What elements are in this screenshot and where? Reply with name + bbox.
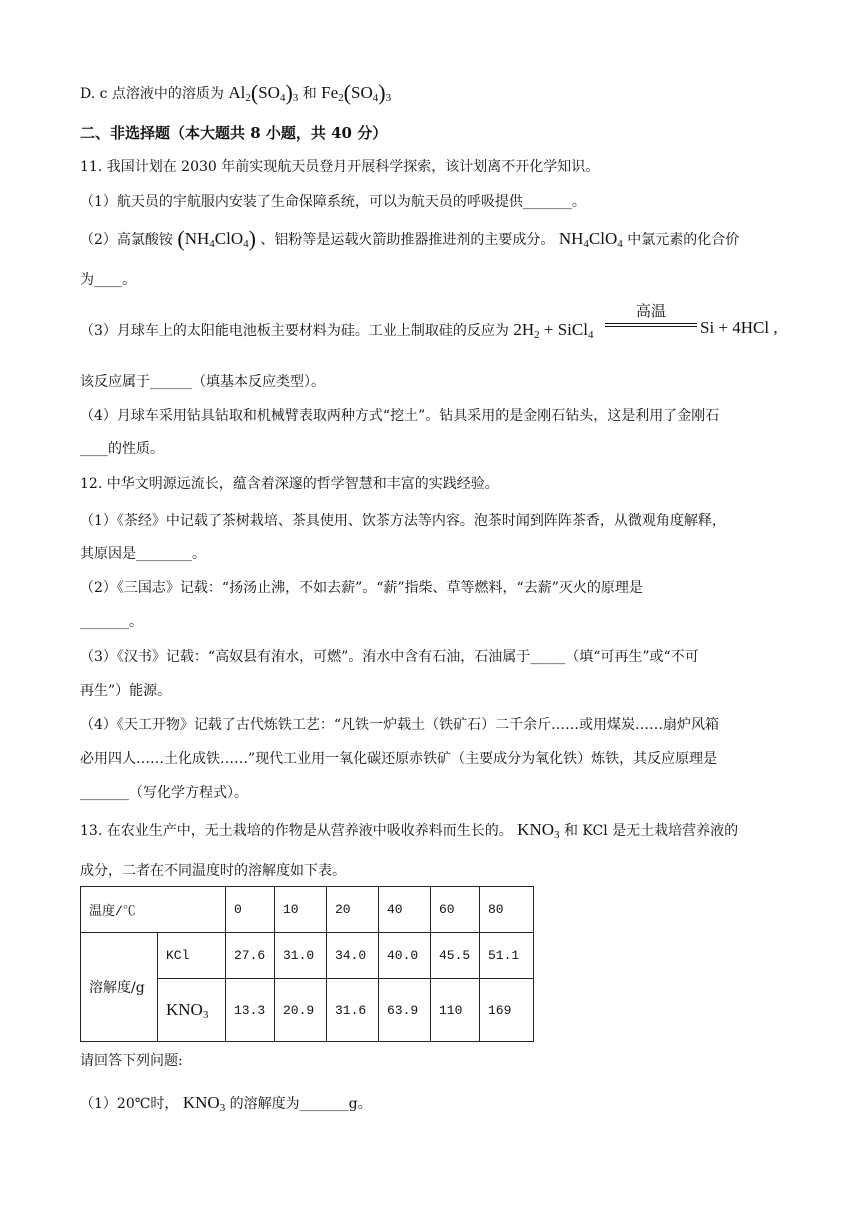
q12-part3: （3）《汉书》记载：“高奴县有洧水，可燃”。洧水中含有石油，石油属于_____（填“可再生”或“不可 — [80, 649, 699, 665]
q13-part1-b: 的溶解度为_______g。 — [229, 1096, 372, 1112]
option-d-text: D. c 点溶液中的溶质为 — [80, 86, 224, 102]
table-row — [81, 887, 534, 933]
table-cell: 40.0 — [379, 933, 431, 979]
kno3-label: $KNO_3$ — [158, 979, 226, 1042]
q11-part3-a: （3）月球车上的太阳能电池板主要材料为硅。工业上制取硅的反应为 — [80, 323, 509, 339]
formula-nh4clo4: $NH_4ClO_4$ — [558, 229, 623, 250]
q13-ask: 请回答下列问题: — [80, 1053, 183, 1069]
table-cell: 10 — [275, 887, 327, 933]
q11-part3-end: 该反应属于______（填基本反应类型）。 — [80, 374, 325, 390]
table-row — [81, 933, 534, 979]
table-cell: 60 — [431, 887, 480, 933]
q11-part2 — [80, 226, 739, 252]
formula-products: Si + 4HCl , — [700, 318, 778, 337]
condition-high-temp: 高温 — [635, 302, 666, 320]
formula-reactants: $2H_2$ + SiCl$_4$ — [513, 320, 594, 341]
table-cell: 169 — [480, 979, 534, 1042]
q13-stem-a: 13. 在农业生产中，无土栽培的作物是从营养液中吸收养料而生长的。 — [80, 823, 513, 839]
table-cell: 80 — [480, 887, 534, 933]
q11-part4-end: ____的性质。 — [80, 441, 164, 457]
temp-header: 温度/℃ — [81, 887, 226, 933]
table-cell: 20.9 — [275, 979, 327, 1042]
table-cell: 63.9 — [379, 979, 431, 1042]
q12-part1: （1）《茶经》中记载了茶树栽培、茶具使用、饮茶方法等内容。泡茶时闻到阵阵茶香，从微观角度解释， — [80, 513, 726, 529]
formula-al2so43: $Al_2(SO_4)_3$ — [228, 80, 299, 105]
q11-part1: （1）航天员的宇航服内安装了生命保障系统，可以为航天员的呼吸提供_______。 — [80, 194, 586, 210]
q12-part3-end: 再生”）能源。 — [80, 683, 172, 699]
q11-part2-b: 、铝粉等是运载火箭助推器推进剂的主要成分。 — [260, 232, 555, 248]
q12-part4: （4）《天工开物》记载了古代炼铁工艺：“凡铁一炉载土（铁矿石）二千余斤……或用煤炭……扇炉风箱 — [80, 717, 720, 733]
formula-kno3-q1: $KNO_3$ — [182, 1093, 226, 1114]
q13-part1 — [80, 1093, 372, 1114]
q11-part2-a: （2）高氯酸铵 — [80, 232, 173, 248]
q13-stem-end: 成分，二者在不同温度时的溶解度如下表。 — [80, 863, 346, 879]
section-heading: 二、非选择题（本大题共 8 小题，共 40 分） — [80, 124, 388, 142]
table-cell: 110 — [431, 979, 480, 1042]
q13-part1-a: （1）20℃时， — [80, 1096, 179, 1112]
q12-part2-end: _______。 — [80, 614, 143, 630]
solubility-table — [80, 886, 534, 1042]
table-cell: 34.0 — [327, 933, 379, 979]
q12-stem: 12. 中华文明源远流长，蕴含着深邃的哲学智慧和丰富的实践经验。 — [80, 476, 499, 492]
q12-part1-end: 其原因是________。 — [80, 546, 206, 562]
table-cell: 27.6 — [226, 933, 275, 979]
table-cell: 40 — [379, 887, 431, 933]
q13-stem — [80, 820, 738, 841]
formula-nh4clo4-paren: $(NH_4ClO_4)$ — [177, 226, 256, 251]
q12-part4-b: 必用四人……土化成铁……”现代工业用一氧化碳还原赤铁矿（主要成分为氧化铁）炼铁，其反应原理是 — [80, 751, 718, 767]
table-cell: 31.0 — [275, 933, 327, 979]
equals-line-bottom — [605, 326, 697, 327]
table-cell: 20 — [327, 887, 379, 933]
q12-part2: （2）《三国志》记载：“扬汤止沸，不如去薪”。“薪”指柴、草等燃料，“去薪”灭火的原理是 — [80, 580, 643, 596]
table-cell: 31.6 — [327, 979, 379, 1042]
q11-part4: （4）月球车采用钻具钻取和机械臂表取两种方式“挖土”。钻具采用的是金刚石钻头，这是利用了金刚石 — [80, 408, 720, 424]
table-cell: 45.5 — [431, 933, 480, 979]
option-d-and: 和 — [302, 86, 317, 102]
table-cell: 51.1 — [480, 933, 534, 979]
q11-part2-c: 中氯元素的化合价 — [627, 232, 740, 248]
formula-kno3: $KNO_3$ — [517, 820, 560, 841]
table-cell: 0 — [226, 887, 275, 933]
kcl-label: KCl — [158, 933, 226, 979]
solubility-label: 溶解度/g — [81, 933, 158, 1042]
q12-part4-end: _______（写化学方程式）。 — [80, 785, 248, 801]
q11-part2-end: 为____。 — [80, 272, 136, 288]
formula-fe2so43: $Fe_2(SO_4)_3$ — [321, 80, 392, 105]
q13-stem-b: 和 KCl 是无土栽培营养液的 — [563, 823, 739, 839]
equals-line-top — [605, 323, 697, 324]
option-d — [80, 80, 391, 106]
table-cell: 13.3 — [226, 979, 275, 1042]
q11-part3 — [80, 320, 593, 341]
reaction-condition — [605, 300, 697, 327]
q11-stem: 11. 我国计划在 2030 年前实现航天员登月开展科学探索，该计划离不开化学知识。 — [80, 159, 600, 175]
